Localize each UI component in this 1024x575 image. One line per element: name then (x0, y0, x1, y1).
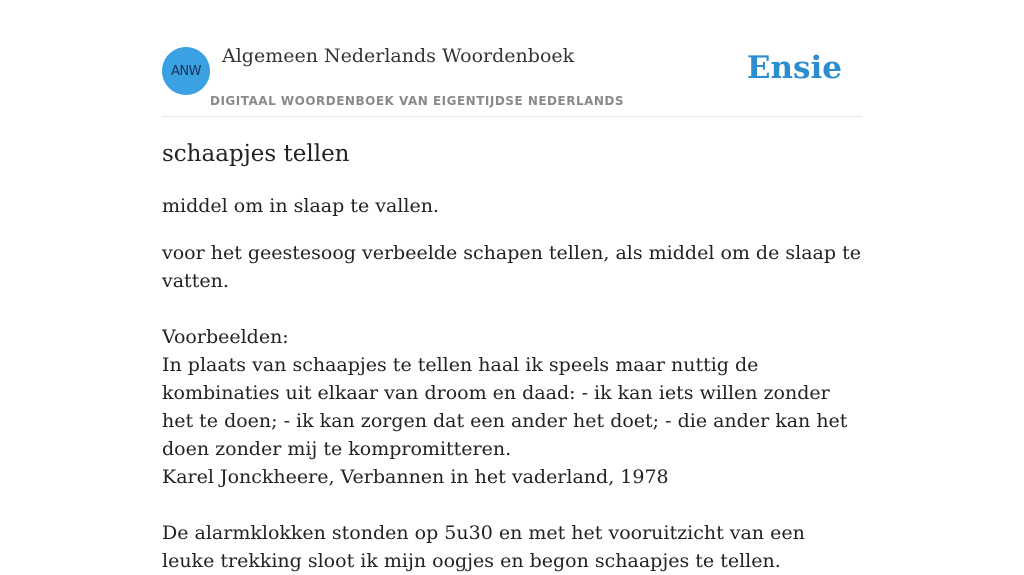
anw-logo[interactable] (162, 47, 210, 95)
site-header (162, 0, 862, 117)
logo-text: ANW (171, 63, 201, 79)
definition: middel om in slaap te vallen. (162, 195, 439, 217)
example-source: Karel Jonckheere, Verbannen in het vaderland, 1978 (162, 466, 669, 488)
headword: schaapjes tellen (162, 141, 350, 167)
site-subtitle: DIGITAAL WOORDENBOEK VAN EIGENTIJDSE NEDERLANDS (210, 94, 625, 108)
spacer (162, 491, 862, 519)
examples-label: Voorbeelden: (162, 326, 289, 348)
example-quote: In plaats van schaapjes te tellen haal ik speels maar nuttig de kombinaties uit elkaar van droom en daad: - ik kan iets willen zonder het te doen; - ik kan zorgen dat een ander het doet; - die ander kan het doen zonder mij te kompromitteren. (162, 354, 848, 460)
page-container (162, 0, 862, 572)
explanation: voor het geestesoog verbeelde schapen tellen, als middel om de slaap te vatten. (162, 242, 861, 292)
entry-body (162, 239, 862, 575)
site-title[interactable]: Algemeen Nederlands Woordenboek (222, 45, 575, 67)
ensie-brand-link[interactable]: Ensie (746, 50, 842, 86)
spacer (162, 295, 862, 323)
example-quote: De alarmklokken stonden op 5u30 en met het vooruitzicht van een leuke trekking sloot ik mijn oogjes en begon schaapjes te tellen. (162, 522, 805, 572)
